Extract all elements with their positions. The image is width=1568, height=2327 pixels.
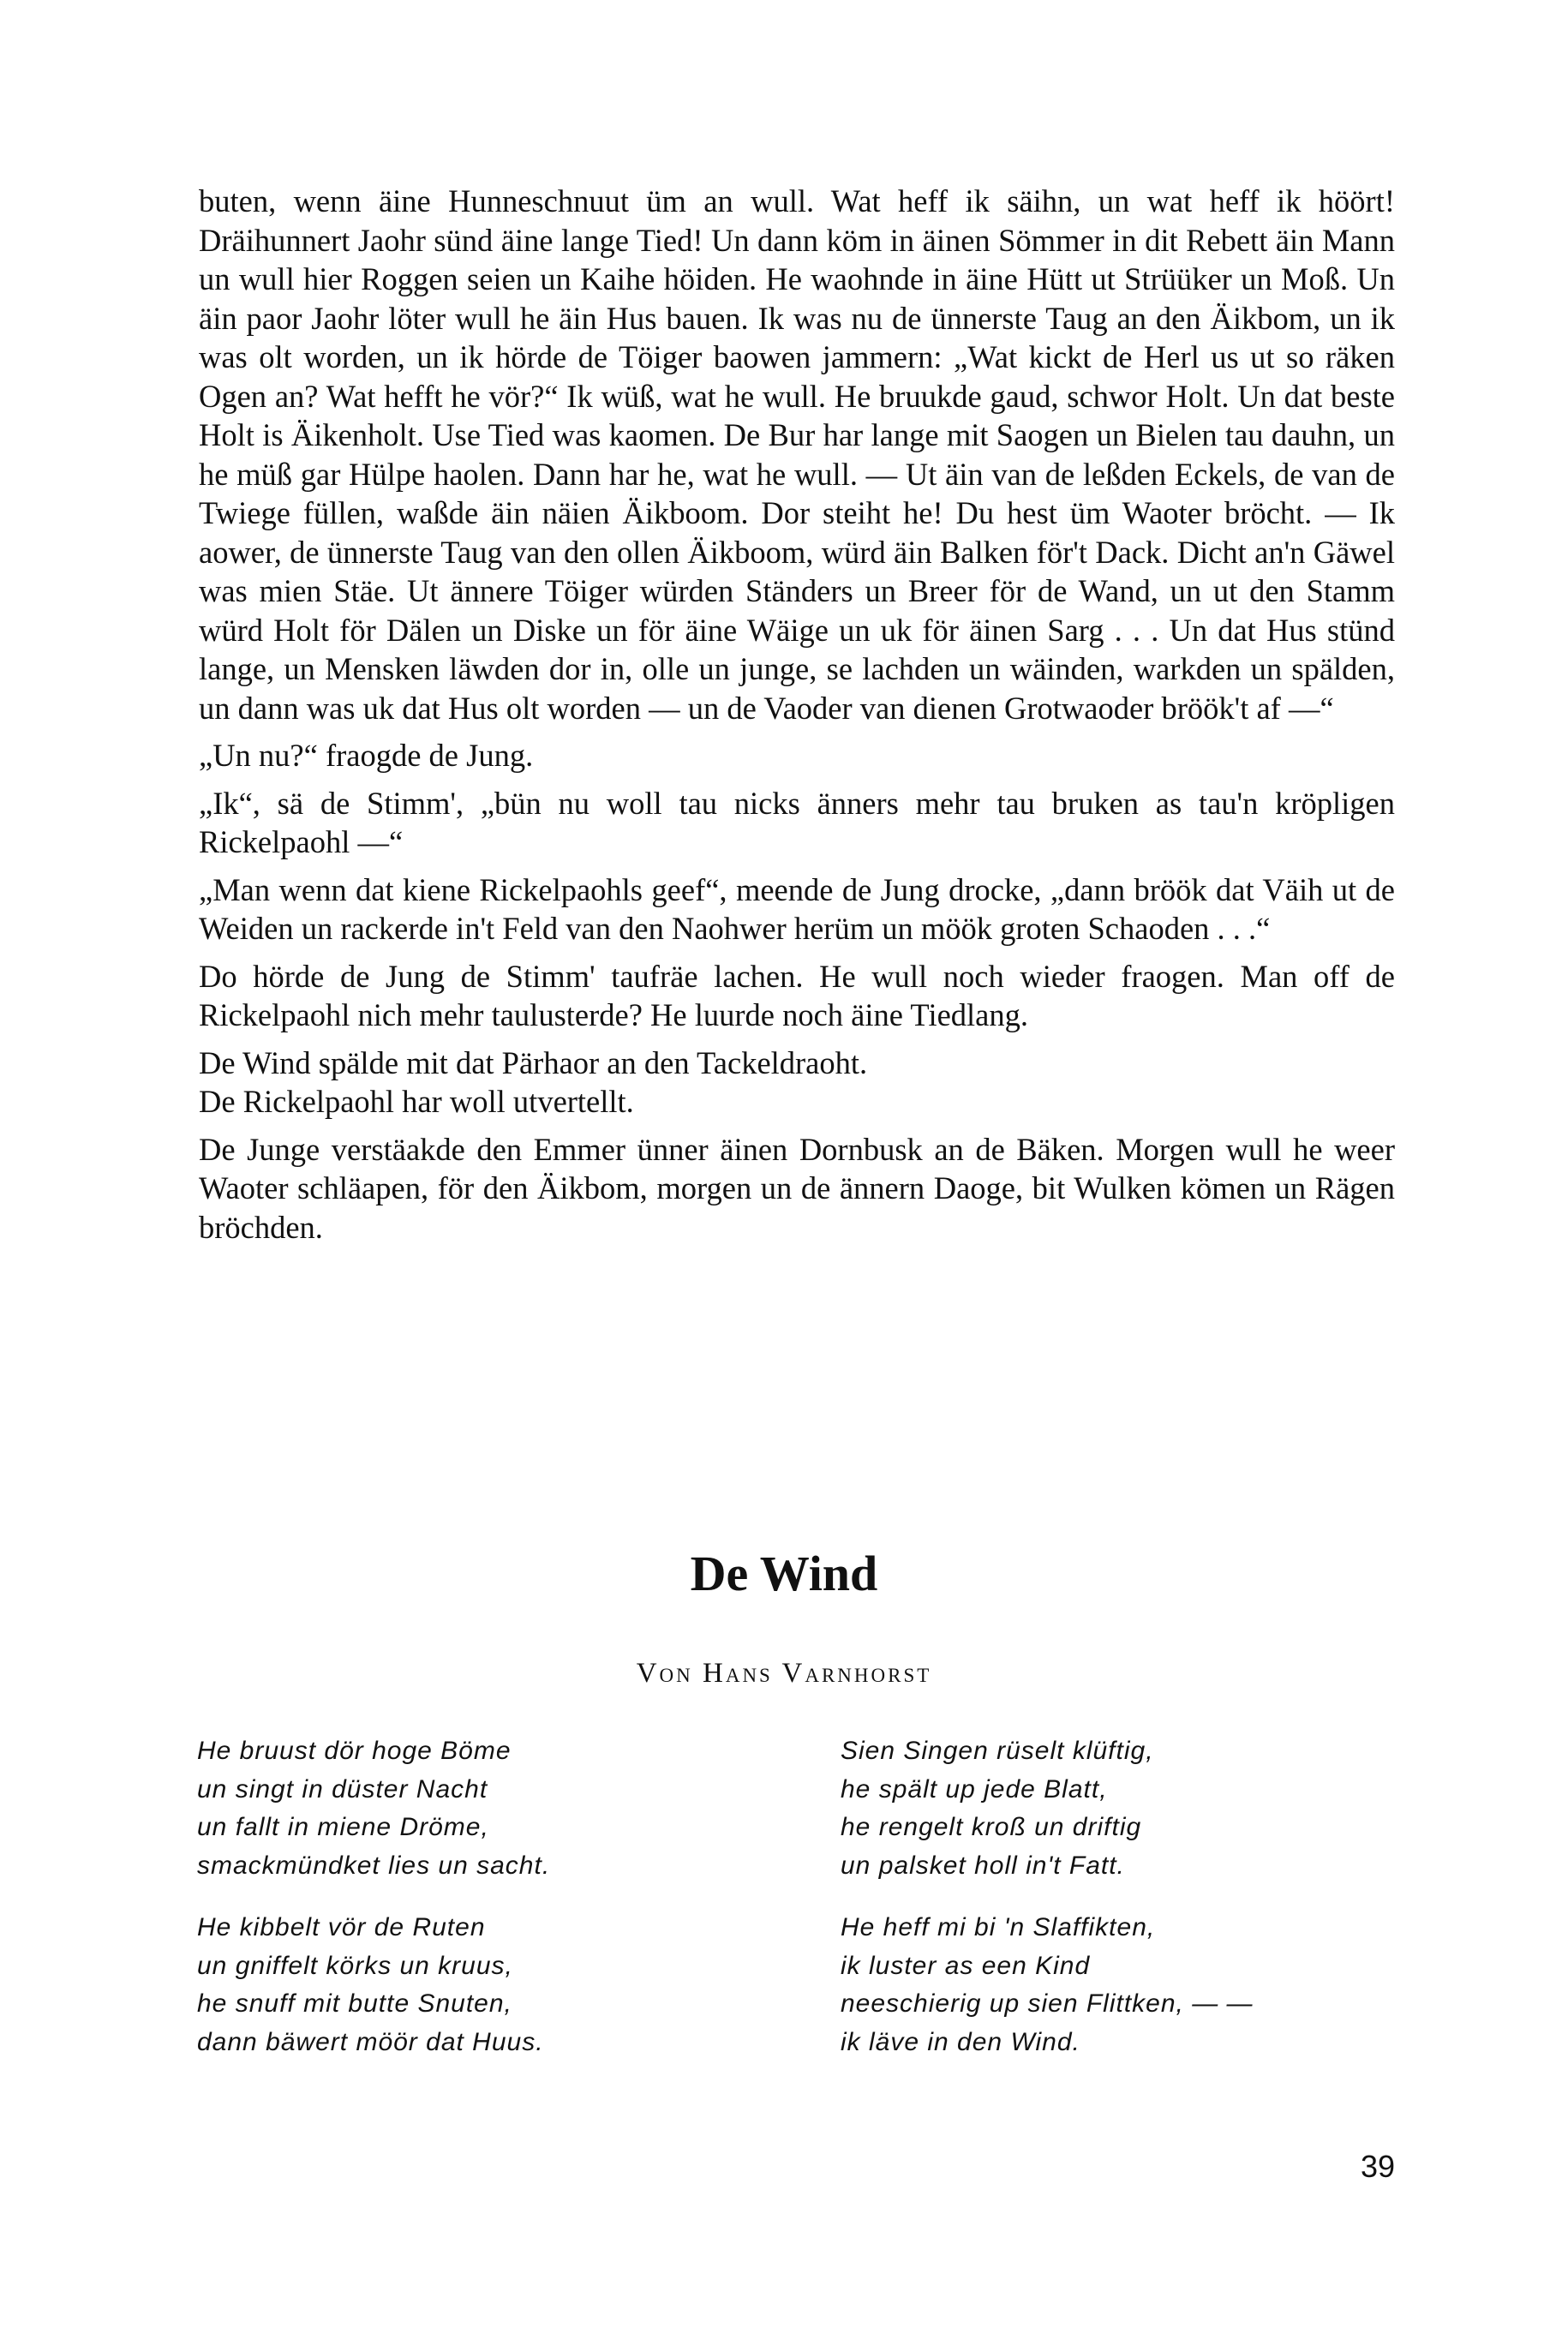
poem-line: he rengelt kroß un driftig [841, 1813, 1142, 1841]
poem-author: Von Hans Varnhorst [636, 1658, 932, 1689]
paragraph: Do hörde de Jung de Stimm' taufräe lachen. He wull noch wieder fraogen. Man off de Rickelpaohl nich mehr taulusterde? He luurde noch äine Tiedlang. [199, 958, 1395, 1032]
page-number: 39 [1360, 2149, 1395, 2184]
poem-line: He heff mi bi 'n Slaffikten, [841, 1913, 1156, 1941]
poem-title: De Wind [690, 1546, 878, 1601]
poem-line: He bruust dör hoge Böme [197, 1737, 512, 1765]
poem-line: un fallt in miene Dröme, [197, 1813, 489, 1841]
poem-line: he spält up jede Blatt, [841, 1774, 1108, 1804]
paragraph: De Rickelpaohl har woll utvertellt. [199, 1084, 634, 1119]
paragraph: De Wind spälde mit dat Pärhaor an den Tackeldraoht. [199, 1044, 868, 1080]
poem-line: ik luster as een Kind [841, 1951, 1091, 1980]
poem-line: un singt in düster Nacht [197, 1774, 488, 1804]
poem-line: neeschierig up sien Flittken, — — [841, 1989, 1254, 2018]
paragraph: „Man wenn dat kiene Rickelpaohls geef“, meende de Jung drocke, „dann bröök dat Väih ut de Weiden un rackerde in't Feld van den Naohwer herüm un möök groten Schaoden . . .“ [199, 871, 1395, 946]
poem-line: dann bäwert möör dat Huus. [197, 2027, 544, 2056]
poem-line: smackmündket lies un sacht. [197, 1851, 551, 1880]
paragraph: buten, wenn äine Hunneschnuut üm an wull. Wat heff ik säihn, un wat heff ik höört! Dräihunnert Jaohr sünd äine lange Tied! Un dann köm in äinen Sömmer in dit Rebett äin Mann un wull hier Roggen seien un Kaihe höiden. He waohnde in äine Hütt ut Strüüker un Moß. Un äin paor Jaohr löter wull he äin Hus bauen. Ik was nu de ünnerste Taug an den Äikbom, un ik was olt worden, un ik hörde de Töiger baowen jammern: „Wat kickt de Herl us ut so räken Ogen an? Wat hefft he vör?“ Ik wüß, wat he wull. He bruukde gaud, schwor Holt. Un dat beste Holt is Äikenholt. Use Tied was kaomen. De Bur har lange mit Saogen un Bielen tau dauhn, un he müß gar Hülpe haolen. Dann har he, wat he wull. — Ut äin van de leßden Eckels, de van de Twiege füllen, waßde äin näien Äikboom. Dor steiht he! Du hest üm Waoter bröcht. — Ik aower, de ünnerste Taug van den ollen Äikboom, würd äin Balken för't Dack. Dicht an'n Gäwel was mien Stäe. Ut ännere Töiger würden Ständers un Breer för de Wand, un ut den Stamm würd Holt för Dälen un Diske un för äine Wäige un uk för äinen Sarg . . . Un dat Hus stünd lange, un Mensken läwden dor in, olle un junge, se lachden un wäinden, warkden un spälden, un dann was uk dat Hus olt worden — un de Vaoder van dienen Grotwaoder bröök't af —“ [199, 183, 1395, 726]
poem-line: ik läve in den Wind. [841, 2027, 1080, 2056]
paragraph: De Junge verstäakde den Emmer ünner äinen Dornbusk an de Bäken. Morgen wull he weer Waoter schläapen, för den Äikbom, morgen un de ännern Daoge, bit Wulken kömen un Rägen bröchden. [199, 1131, 1395, 1245]
poem-line: Sien Singen rüselt klüftig, [841, 1737, 1154, 1765]
stanza [197, 1732, 677, 1885]
poem-column-right [841, 1732, 1389, 2085]
prose-text [199, 182, 1395, 1255]
stanza [841, 1732, 1389, 1885]
poem-line: he snuff mit butte Snuten, [197, 1989, 512, 2018]
paragraph: „Ik“, sä de Stimm', „bün nu woll tau nicks änners mehr tau bruken as tau'n kröpligen Rickelpaohl —“ [199, 785, 1395, 859]
paragraph: „Un nu?“ fraogde de Jung. [199, 738, 534, 773]
poem-line: He kibbelt vör de Ruten [197, 1913, 486, 1941]
stanza [841, 1909, 1389, 2061]
poem-column-left [197, 1732, 677, 2085]
poem-line: un gniffelt körks un kruus, [197, 1951, 513, 1980]
poem-line: un palsket holl in't Fatt. [841, 1851, 1125, 1880]
stanza [197, 1909, 677, 2061]
